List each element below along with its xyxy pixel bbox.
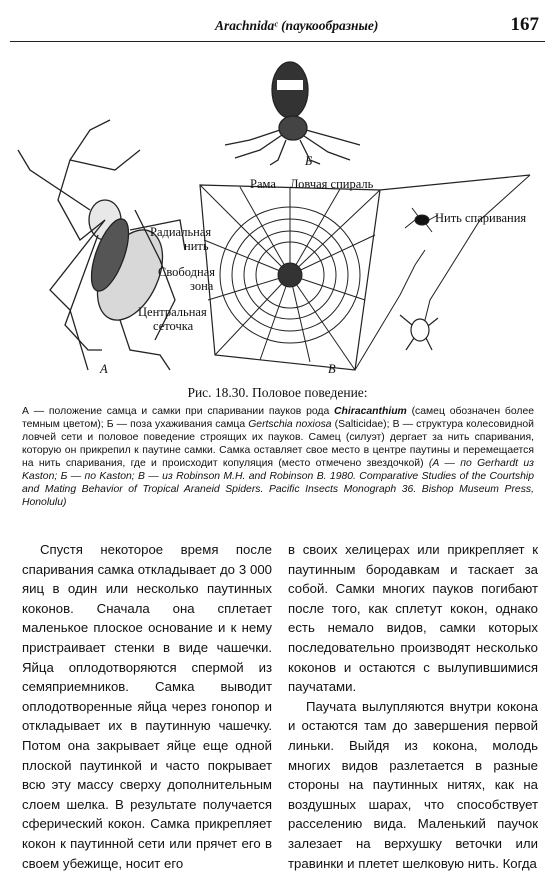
- female-spider-on-thread: [400, 315, 438, 350]
- header-rule: [10, 41, 545, 42]
- panel-b-drawing: [225, 62, 360, 165]
- label-radial-thread-2: нить: [184, 239, 209, 253]
- figure-illustration: [10, 50, 545, 380]
- label-central-net-2: сеточка: [153, 319, 194, 333]
- running-header: [10, 10, 545, 42]
- label-frame: Рама: [250, 177, 276, 191]
- figure-caption-title: Рис. 18.30. Половое поведение:: [187, 385, 368, 400]
- label-radial-thread-1: Радиальная: [150, 225, 212, 239]
- panel-v-orb-web: [200, 175, 530, 370]
- label-free-zone-1: Свободная: [158, 265, 216, 279]
- text-column-left: [22, 540, 272, 873]
- paragraph-right-continued: в своих хелицерах или прикрепляет к паутинным бородавкам и таскает за собой. Самки многих пауков погибают после того, как сплетут кокон, однако есть немало видов, самки которых последовательно производят несколько коконов и остаются с вылупившимися паучатами.: [288, 542, 538, 695]
- label-catching-spiral: Ловчая спираль: [290, 177, 374, 191]
- page-number: 167: [510, 14, 539, 35]
- caption-part-3: (Salticidae); В — структура колесовидной ловчей сети и половое поведение строящих их пауков. Самец (силуэт) дергает за нить спаривания, которую он прикрепил к паутине самки. Самка оставляет свое место в центре паутины и перемещается на нить спаривания, где и происходит копуляция (место отмечено звездочкой): [22, 419, 534, 469]
- text-column-right: [288, 540, 538, 873]
- caption-part-2: (самец обозначен более темным цветом); Б — поза ухаживания самца: [22, 406, 534, 430]
- figure-caption-body: [22, 405, 534, 509]
- panel-label-a: А: [100, 362, 108, 376]
- caption-genus: Chiracanthium: [334, 406, 407, 417]
- figure-18-30: [10, 50, 545, 380]
- label-free-zone-2: зона: [190, 279, 214, 293]
- paragraph-left: Спустя некоторое время после спаривания самка откладывает до 3 000 яиц в один или несколько паутинных коконов. Сначала она сплетает маленькое плоское основание и к нему пристраивает стенки в виде чашечки. Яйца оплодотворяются спермой из семяприемников. Самка выводит оплодотворенные яйца через гонопор и откладывает их в паутинную чашечку. Потом она закрывает яйце еще одной плоской паутинкой и часто покрывает всю эту массу сверху дополнительным слоем шелка. В результате получается сферический кокон. Самка прикрепляет кокон к паутинной сети или прячет его в своем убежище, носит его: [22, 542, 272, 871]
- caption-sources: (А — по Gerhardt из Kaston; Б — по Kaston; В — из Robinson M.H. and Robinson B. 1980. Comparative Studies of the Courtship and Mating Behavior of Tropical Araneid Spiders. Pacific Insects Monograph 36. Bishop Museum Press, Honolulu): [22, 458, 534, 508]
- paragraph-right-second: Паучата вылупляются внутри кокона и остаются там до завершения первой линьки. Выйдя из кокона, молодь многих видов разлетается в разные стороны на паутинных нитях, как на воздушных шарах, что способствует расселению вида. Маленький паучок залезает на верхушку веточки или травинки и плетет шелковую нить. Когда: [288, 698, 538, 871]
- panel-label-b: Б: [305, 154, 313, 168]
- running-title: Arachnidaᶜ (паукообразные): [215, 18, 379, 33]
- male-spider-silhouette: [405, 208, 438, 232]
- caption-part-1: А — положение самца и самки при спаривании пауков рода: [22, 406, 335, 417]
- panel-label-v: В: [328, 362, 336, 376]
- label-central-net-1: Центральная: [138, 305, 207, 319]
- label-mating-thread: Нить спаривания: [435, 211, 527, 225]
- caption-species: Gertschia noxiosa: [248, 419, 332, 430]
